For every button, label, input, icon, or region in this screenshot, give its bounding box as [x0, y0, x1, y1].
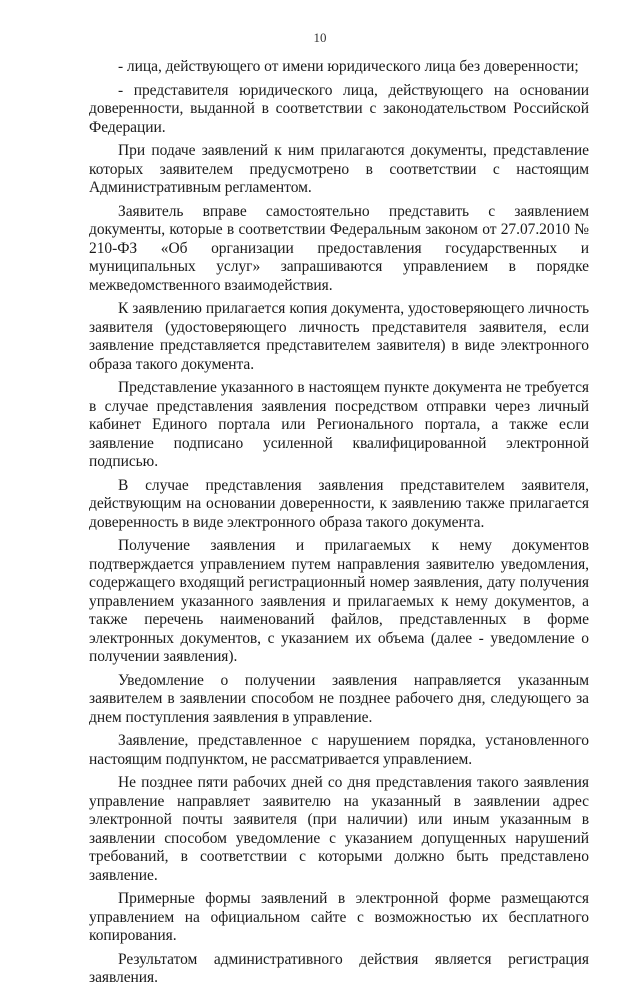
- paragraph-power-of-attorney: В случае представления заявления представителем заявителя, действующим на основании доверенности, к заявлению также прилагается доверенность в виде электронного образа такого документа.: [89, 476, 589, 531]
- paragraph-sample-forms: Примерные формы заявлений в электронной форме размещаются управлением на официальном сайте с возможностью их бесплатного копирования.: [89, 890, 589, 944]
- page-number: 10: [313, 30, 327, 45]
- paragraph-attached-documents: При подаче заявлений к ним прилагаются документы, представление которых заявителем предусмотрено в соответствии с настоящим Административным регламентом.: [89, 142, 589, 196]
- paragraph-notification-delivery: Уведомление о получении заявления направляется указанным заявителем в заявлении способом не позднее рабочего дня, следующего за днем поступления заявления в управление.: [89, 671, 589, 726]
- paragraph-identity-document-copy: К заявлению прилагается копия документа, удостоверяющего личность заявителя (удостоверяющего личность представителя заявителя, если заявление представляется представителем заявителя) в виде электронного образа такого документа.: [89, 300, 589, 373]
- paragraph-violation-not-considered: Заявление, представленное с нарушением порядка, установленного настоящим подпунктом, не рассматривается управлением.: [89, 732, 589, 768]
- paragraph-document-not-required: Представление указанного в настоящем пункте документа не требуется в случае представления заявления посредством отправки через личный кабинет Единого портала или Регионального портала, а также если заявление подписано усиленной квалифицированной электронной подписью.: [89, 379, 589, 470]
- paragraph-list-item-no-power-of-attorney: - лица, действующего от имени юридического лица без доверенности;: [118, 58, 579, 75]
- document-body: [89, 58, 589, 993]
- paragraph-violation-notice: Не позднее пяти рабочих дней со дня представления такого заявления управление направляет заявителю на указанный в заявлении адрес электронной почты заявителя (при наличии) или иным указанным в заявлении способом уведомление с указанием допущенных нарушений требований, в соответствии с которыми должно быть представлено заявление.: [89, 774, 589, 884]
- paragraph-receipt-confirmation: Получение заявления и прилагаемых к нему документов подтверждается управлением путем направления заявителю уведомления, содержащего входящий регистрационный номер заявления, дату получения управлением указанного заявления и прилагаемых к нему документов, а также перечень наименований файлов, представленных в форме электронных документов, с указанием их объема (далее - уведомление о получении заявления).: [89, 537, 589, 665]
- paragraph-result: Результатом административного действия является регистрация заявления.: [89, 950, 589, 986]
- paragraph-list-item-representative: - представителя юридического лица, действующего на основании доверенности, выданной в соответствии с законодательством Российской Федерации.: [89, 81, 589, 136]
- paragraph-applicant-right: Заявитель вправе самостоятельно представить с заявлением документы, которые в соответствии Федеральным законом от 27.07.2010 № 210-ФЗ «Об организации предоставления государственных и муниципальных услуг» запрашиваются управлением в порядке межведомственного взаимодействия.: [89, 202, 589, 294]
